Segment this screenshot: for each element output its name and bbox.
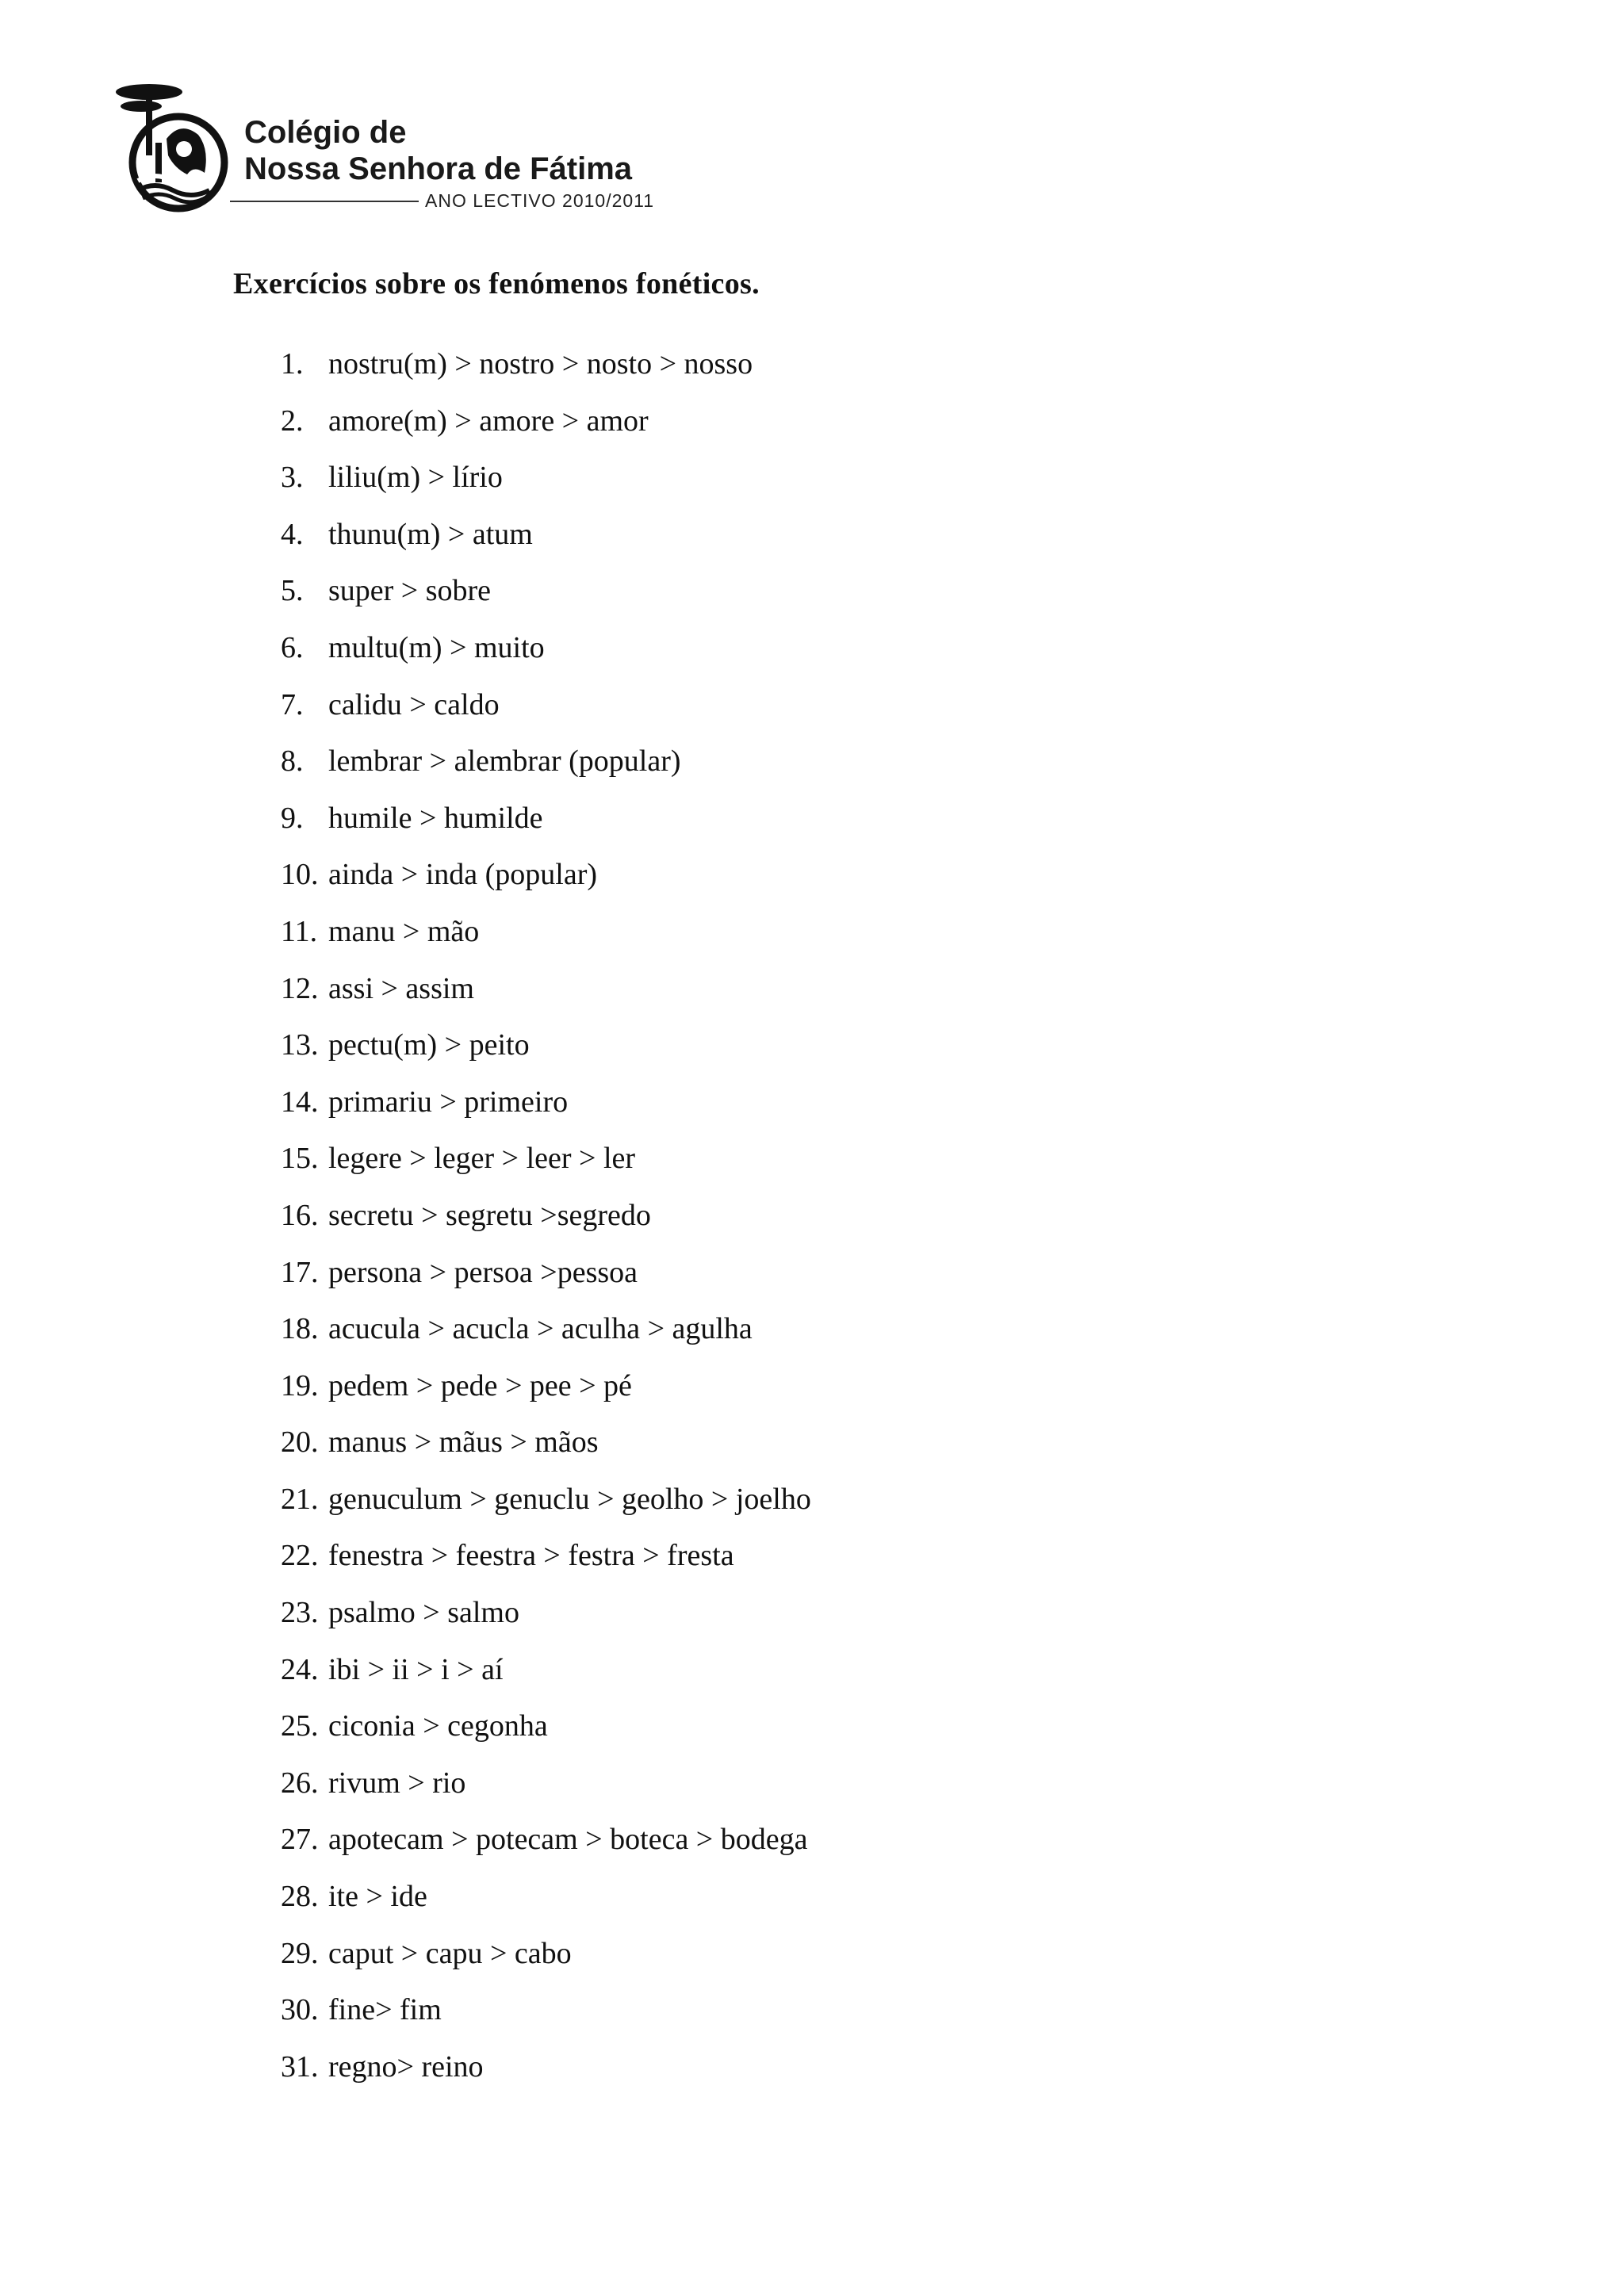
list-item xyxy=(281,1873,811,1931)
item-number: 9. xyxy=(281,801,304,835)
item-text: apotecam > potecam > boteca > bodega xyxy=(328,1823,808,1857)
item-text: rivum > rio xyxy=(328,1766,466,1800)
item-text: pedem > pede > pee > pé xyxy=(328,1368,632,1402)
item-number: 20. xyxy=(281,1425,319,1460)
list-item xyxy=(281,625,811,682)
list-item xyxy=(281,341,811,398)
item-number: 31. xyxy=(281,2049,319,2084)
item-number: 5. xyxy=(281,574,304,608)
item-number: 19. xyxy=(281,1368,319,1402)
item-text: acucula > acucla > aculha > agulha xyxy=(328,1312,753,1346)
item-text: lembrar > alembrar (popular) xyxy=(328,744,681,779)
item-text: primariu > primeiro xyxy=(328,1085,569,1119)
school-name-line2: Nossa Senhora de Fátima xyxy=(244,151,633,186)
school-header xyxy=(111,79,666,222)
item-text: ciconia > cegonha xyxy=(328,1709,548,1743)
list-item xyxy=(281,1192,811,1249)
list-item xyxy=(281,454,811,511)
item-text: manus > mãus > mãos xyxy=(328,1425,599,1460)
item-text: ite > ide xyxy=(328,1880,427,1914)
list-item xyxy=(281,1022,811,1079)
list-item xyxy=(281,398,811,455)
list-item xyxy=(281,1476,811,1533)
item-number: 3. xyxy=(281,461,304,495)
item-number: 16. xyxy=(281,1198,319,1232)
item-text: nostru(m) > nostro > nosto > nosso xyxy=(328,347,753,381)
item-text: manu > mão xyxy=(328,914,480,948)
item-text: super > sobre xyxy=(328,574,492,608)
item-number: 26. xyxy=(281,1766,319,1800)
item-number: 2. xyxy=(281,404,304,438)
list-item xyxy=(281,738,811,795)
item-number: 24. xyxy=(281,1652,319,1686)
list-item xyxy=(281,1135,811,1192)
list-item xyxy=(281,795,811,852)
item-number: 10. xyxy=(281,858,319,892)
item-text: fenestra > feestra > festra > fresta xyxy=(328,1539,734,1573)
list-item xyxy=(281,1703,811,1760)
list-item xyxy=(281,1363,811,1420)
list-item xyxy=(281,1647,811,1704)
item-text: ibi > ii > i > aí xyxy=(328,1652,504,1686)
list-item xyxy=(281,1079,811,1136)
item-number: 27. xyxy=(281,1823,319,1857)
item-text: humile > humilde xyxy=(328,801,543,835)
item-number: 15. xyxy=(281,1142,319,1176)
list-item xyxy=(281,909,811,966)
school-year: ANO LECTIVO 2010/2011 xyxy=(425,190,655,211)
item-text: psalmo > salmo xyxy=(328,1596,519,1630)
item-text: multu(m) > muito xyxy=(328,630,545,664)
item-text: fine> fim xyxy=(328,1993,442,2027)
list-item xyxy=(281,1931,811,1988)
item-number: 7. xyxy=(281,687,304,721)
item-text: liliu(m) > lírio xyxy=(328,461,503,495)
item-number: 30. xyxy=(281,1993,319,2027)
item-text: regno> reino xyxy=(328,2049,484,2084)
item-number: 6. xyxy=(281,630,304,664)
list-item xyxy=(281,1533,811,1590)
item-number: 22. xyxy=(281,1539,319,1573)
item-number: 14. xyxy=(281,1085,319,1119)
item-number: 25. xyxy=(281,1709,319,1743)
list-item xyxy=(281,851,811,909)
list-item xyxy=(281,1306,811,1363)
list-item xyxy=(281,511,811,568)
school-name-line1: Colégio de xyxy=(244,115,407,150)
item-number: 21. xyxy=(281,1482,319,1516)
list-item xyxy=(281,1419,811,1476)
item-text: pectu(m) > peito xyxy=(328,1028,530,1062)
item-number: 17. xyxy=(281,1255,319,1289)
list-item xyxy=(281,1987,811,2044)
item-number: 4. xyxy=(281,517,304,551)
school-name xyxy=(244,114,632,187)
list-item xyxy=(281,1760,811,1817)
item-text: ainda > inda (popular) xyxy=(328,858,598,892)
exercise-list xyxy=(281,341,811,2100)
item-text: thunu(m) > atum xyxy=(328,517,533,551)
item-number: 29. xyxy=(281,1936,319,1970)
header-divider xyxy=(230,201,419,202)
school-crest-icon xyxy=(111,79,246,214)
item-number: 1. xyxy=(281,347,304,381)
list-item xyxy=(281,1816,811,1873)
item-text: secretu > segretu >segredo xyxy=(328,1198,651,1232)
item-text: genuculum > genuclu > geolho > joelho xyxy=(328,1482,811,1516)
item-number: 23. xyxy=(281,1596,319,1630)
item-number: 28. xyxy=(281,1880,319,1914)
item-number: 12. xyxy=(281,971,319,1005)
item-text: persona > persoa >pessoa xyxy=(328,1255,638,1289)
item-number: 8. xyxy=(281,744,304,779)
item-text: legere > leger > leer > ler xyxy=(328,1142,636,1176)
item-number: 11. xyxy=(281,914,318,948)
list-item xyxy=(281,568,811,625)
item-text: assi > assim xyxy=(328,971,474,1005)
item-number: 18. xyxy=(281,1312,319,1346)
list-item xyxy=(281,2044,811,2101)
list-item xyxy=(281,966,811,1023)
list-item xyxy=(281,1249,811,1307)
item-text: amore(m) > amore > amor xyxy=(328,404,649,438)
item-text: caput > capu > cabo xyxy=(328,1936,572,1970)
item-text: calidu > caldo xyxy=(328,687,500,721)
list-item xyxy=(281,682,811,739)
item-number: 13. xyxy=(281,1028,319,1062)
document-title: Exercícios sobre os fenómenos fonéticos. xyxy=(233,267,760,300)
list-item xyxy=(281,1590,811,1647)
